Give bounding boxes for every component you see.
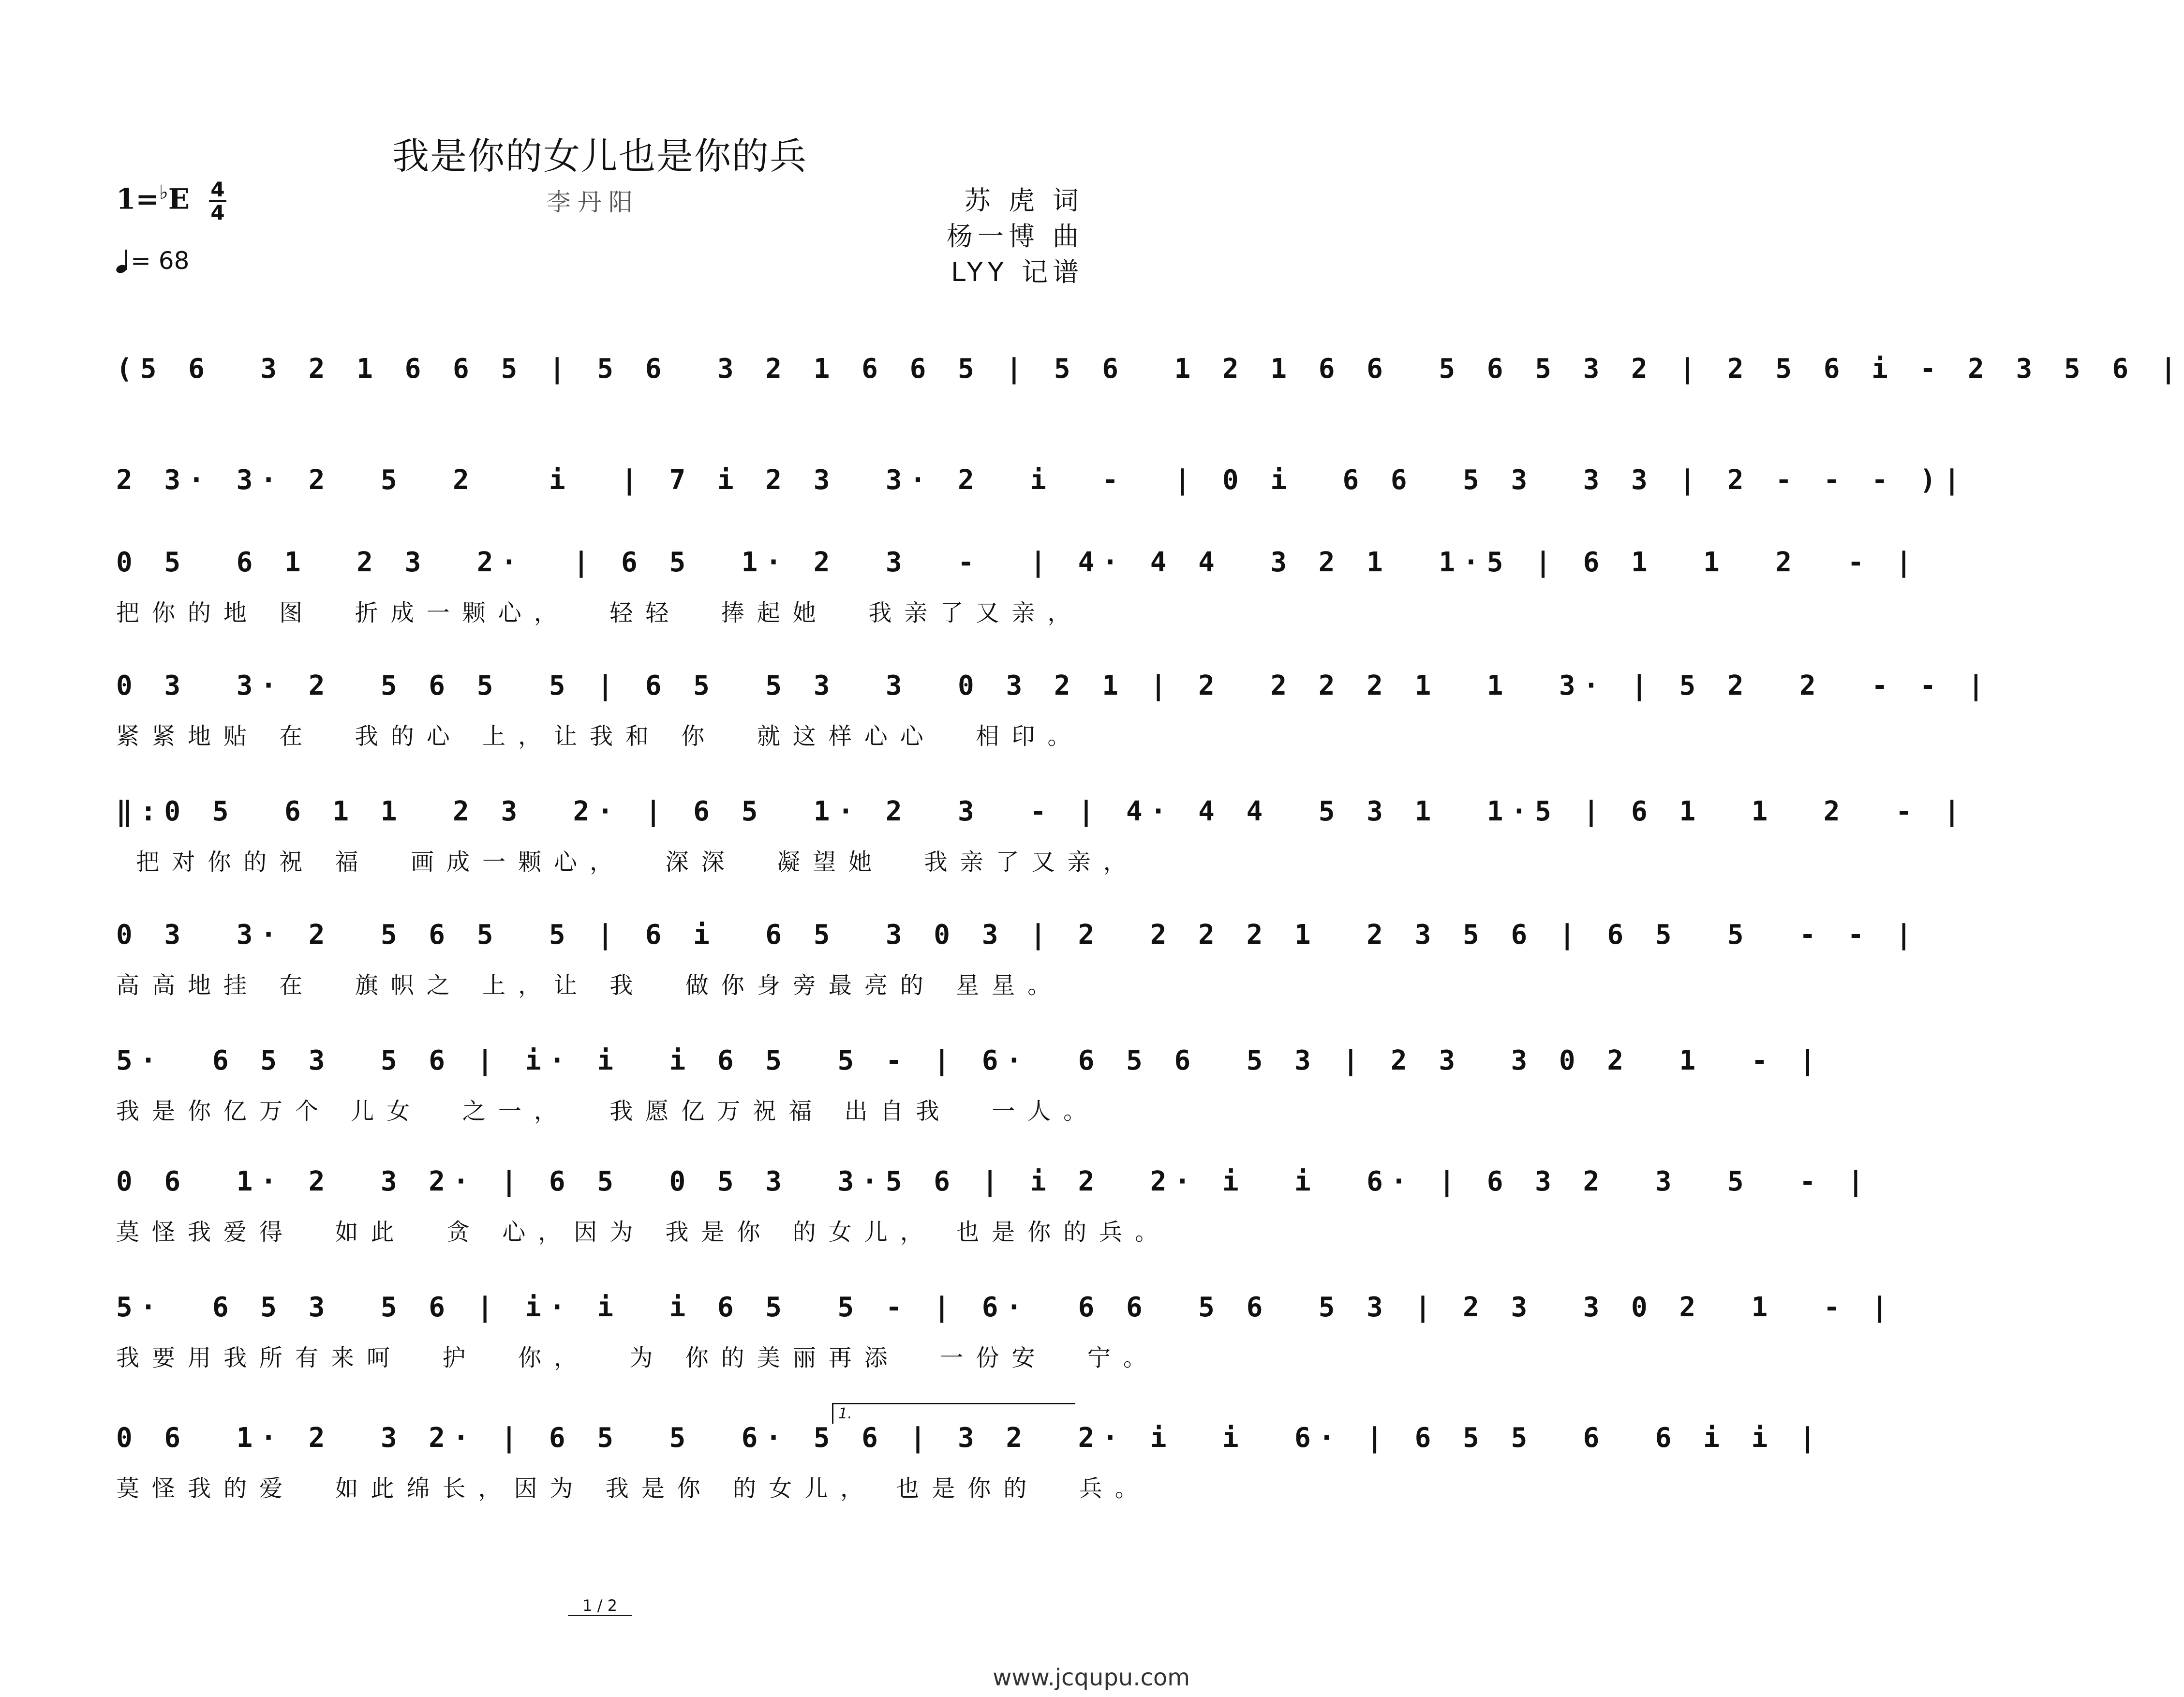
lyric-line: 紧紧地贴 在 我的心 上，让我和 你 就这样心心 相印。 [116, 723, 1084, 750]
key-signature [116, 181, 190, 215]
score-row [0, 547, 1920, 643]
composer-credit: 杨一博 曲 [946, 221, 1084, 252]
notation-line: 0 5 6 1 2 3 2· | 6 5 1· 2 3 - | 4· 4 4 3 2 1 1·5 | 6 1 1 2 - | [116, 547, 1920, 578]
notation-line: (5 6 3 2 1 6 6 5 | 5 6 3 2 1 6 6 5 | 5 6 1 2 1 6 6 5 6 5 3 2 | 2 5 6 i - 2 3 5 6 | [116, 353, 2184, 385]
tempo-marking [116, 247, 189, 275]
lyric-line: 莫怪我的爱 如此绵长，因为 我是你 的女儿， 也是你的 兵。 [116, 1475, 1151, 1502]
lyric-line: 我要用我所有来呵 护 你， 为 你的美丽再添 一份安 宁。 [116, 1344, 1159, 1371]
time-signature-bottom: 4 [210, 201, 225, 224]
score-row [0, 919, 1920, 1016]
notation-line: ‖:0 5 6 1 1 2 3 2· | 6 5 1· 2 3 - | 4· 4 4 5 3 1 1·5 | 6 1 1 2 - | [116, 796, 1968, 827]
site-url: www.jcqupu.com [993, 1664, 1190, 1691]
singer: 李丹阳 [547, 188, 639, 216]
key-prefix: 1= [116, 182, 159, 216]
notation-line: 0 3 3· 2 5 6 5 5 | 6 5 5 3 3 0 3 2 1 | 2 2 2 2 1 1 3· | 5 2 2 - - | [116, 670, 1992, 701]
page-footer [0, 1596, 1200, 1616]
notation-line: 0 6 1· 2 3 2· | 6 5 5 6· 5 6 | 3 2 2· i i 6· | 6 5 5 6 6 i i | [116, 1422, 1824, 1454]
score-row [0, 353, 2184, 450]
lyric-line: 莫怪我爱得 如此 贪 心，因为 我是你 的女儿， 也是你的兵。 [116, 1219, 1171, 1246]
lyric-line: 把你的地 图 折成一颗心， 轻轻 捧起她 我亲了又亲， [116, 599, 1084, 626]
notation-line: 5· 6 5 3 5 6 | i· i i 6 5 5 - | 6· 6 6 5 6 5 3 | 2 3 3 0 2 1 - | [116, 1292, 1896, 1323]
flat-icon: ♭ [159, 181, 168, 204]
lyricist-credit: 苏 虎 词 [964, 185, 1084, 216]
song-title: 我是你的女儿也是你的兵 [392, 134, 807, 178]
tempo-value: = 68 [131, 247, 190, 275]
time-signature-top: 4 [210, 178, 225, 201]
transcriber-credit: LYY 记谱 [951, 257, 1084, 287]
score-row [0, 1422, 1824, 1519]
score-row [0, 796, 1968, 893]
time-signature [208, 179, 227, 223]
score-row [0, 1045, 1824, 1142]
volta-label: 1. [838, 1405, 852, 1422]
score-row [0, 1166, 1872, 1263]
score-row [0, 670, 1992, 767]
score-row [0, 1292, 1896, 1388]
notation-line: 5· 6 5 3 5 6 | i· i i 6 5 5 - | 6· 6 5 6 5 3 | 2 3 3 0 2 1 - | [116, 1045, 1824, 1076]
lyric-line: 把对你的祝 福 画成一颗心， 深深 凝望她 我亲了又亲， [116, 848, 1139, 876]
notation-line: 0 6 1· 2 3 2· | 6 5 0 5 3 3·5 6 | i 2 2· i i 6· | 6 3 2 3 5 - | [116, 1166, 1872, 1197]
page-number: 1 / 2 [568, 1596, 632, 1616]
quarter-note-icon [116, 251, 131, 275]
volta-bracket [832, 1403, 1075, 1424]
notation-line: 0 3 3· 2 5 6 5 5 | 6 i 6 5 3 0 3 | 2 2 2 2 1 2 3 5 6 | 6 5 5 - - | [116, 919, 1920, 951]
lyric-line: 我是你亿万个 儿女 之一， 我愿亿万祝福 出自我 一人。 [116, 1098, 1099, 1125]
key-letter: E [168, 182, 190, 216]
lyric-line: 高高地挂 在 旗帜之 上，让 我 做你身旁最亮的 星星。 [116, 972, 1064, 999]
notation-line: 2 3· 3· 2 5 2 i | 7 i 2 3 3· 2 i - | 0 i 6 6 5 3 3 3 | 2 - - - )| [116, 464, 1968, 496]
